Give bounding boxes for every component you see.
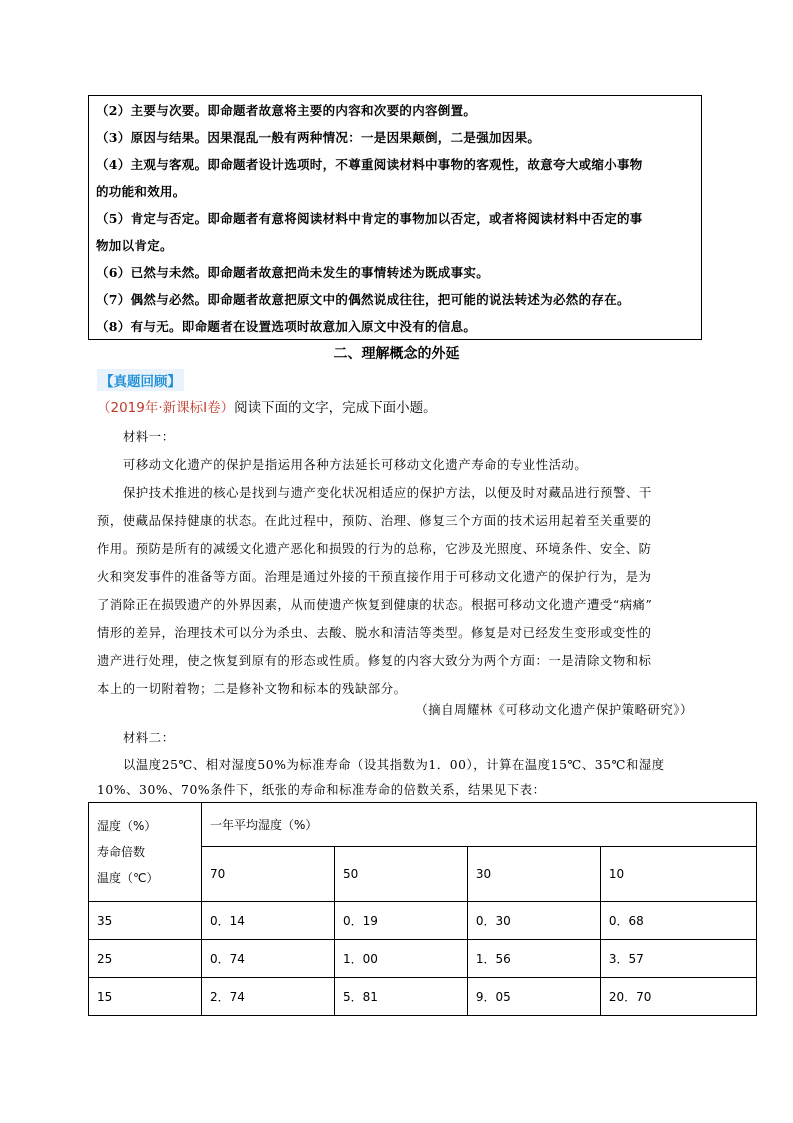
box-line-2: （2）主要与次要。即命题者故意将主要的内容和次要的内容倒置。 [96,103,477,118]
row-label: 25 [89,940,202,978]
table-cell: 0．14 [202,902,335,940]
material1-line: 保护技术推进的核心是找到与遗产变化状况相适应的保护方法，以便及时对藏品进行预警、干 [123,486,652,500]
material1-line: 遗产进行处理，使之恢复到原有的形态或性质。修复的内容大致分为两个方面：一是清除文物和标 [97,654,652,668]
material2-heading: 材料二： [123,731,175,745]
material1-line: 作用。预防是所有的减缓文化遗产恶化和损毁的行为的总称，它涉及光照度、环境条件、安全、防 [97,542,652,556]
corner-header-cell [89,803,202,902]
table-cell: 0．30 [467,902,600,940]
row-label: 35 [89,902,202,940]
column-header: 30 [467,847,600,902]
material1-line: 情形的差异，治理技术可以分为杀虫、去酸、脱水和清洁等类型。修复是对已经发生变形或变性的 [97,626,652,640]
corner-line-temperature: 温度（℃） [97,871,159,885]
material1-line: 火和突发事件的准备等方面。治理是通过外接的干预直接作用于可移动文化遗产的保护行为，是为 [97,570,652,584]
box-line-5: （5）肯定与否定。即命题者有意将阅读材料中肯定的事物加以否定，或者将阅读材料中否定的事 [96,211,643,226]
table-cell: 0．74 [202,940,335,978]
table-cell: 1．56 [467,940,600,978]
table-cell: 0．19 [334,902,467,940]
exam-source: （2019年·新课标Ⅰ卷） [97,400,235,416]
corner-line-humidity: 湿度（%） [97,819,157,833]
box-line-4: （4）主观与客观。即命题者设计选项时，不尊重阅读材料中事物的客观性，故意夸大或缩小事物 [96,157,643,172]
material1-heading: 材料一： [123,430,175,444]
paper-life-table [88,802,757,1016]
box-line-4-cont: 的功能和效用。 [96,184,186,199]
table-cell: 1．00 [334,940,467,978]
material2-line: 以温度25℃、相对湿度50%为标准寿命（设其指数为1．00），计算在温度15℃、35℃和湿度 [123,758,665,772]
column-header: 70 [202,847,335,902]
box-line-8: （8）有与无。即命题者在设置选项时故意加入原文中没有的信息。 [96,319,477,334]
table-row [89,940,757,978]
material1-line: 了消除正在损毁遗产的外界因素，从而使遗产恢复到健康的状态。根据可移动文化遗产遭受“病痛” [97,598,653,612]
instruction: 阅读下面的文字，完成下面小题。 [234,400,437,416]
table-cell: 5．81 [334,978,467,1016]
material2-line: 10%、30%、70%条件下，纸张的寿命和标准寿命的倍数关系，结果见下表： [97,783,546,797]
table-cell: 9．05 [467,978,600,1016]
corner-line-multiple: 寿命倍数 [97,845,146,859]
box-line-3: （3）原因与结果。因果混乱一般有两种情况：一是因果颠倒，二是强加因果。 [96,130,541,145]
table-cell: 3．57 [600,940,756,978]
table-row [89,902,757,940]
material1-line: 预，使藏品保持健康的状态。在此过程中，预防、治理、修复三个方面的技术运用起着至关重要的 [97,514,652,528]
table-cell: 2．74 [202,978,335,1016]
material1-line: 本上的一切附着物；二是修补文物和标本的残缺部分。 [97,682,407,696]
column-header: 10 [600,847,756,902]
column-header: 50 [334,847,467,902]
row-label: 15 [89,978,202,1016]
question-source [97,396,437,416]
table-cell: 0．68 [600,902,756,940]
section-title: 二、理解概念的外延 [333,346,460,362]
group-header-cell: 一年平均湿度（%） [202,803,757,847]
box-line-7: （7）偶然与必然。即命题者故意把原文中的偶然说成往往，把可能的说法转述为必然的存在。 [96,292,630,307]
material1-line: 可移动文化遗产的保护是指运用各种方法延长可移动文化遗产寿命的专业性活动。 [123,458,588,472]
table-cell: 20．70 [600,978,756,1016]
box-line-6: （6）已然与未然。即命题者故意把尚未发生的事情转述为既成事实。 [96,265,489,280]
material1-attribution: （摘自周耀林《可移动文化遗产保护策略研究》） [415,703,693,717]
table-row [89,978,757,1016]
real-exam-tag: 【真题回顾】 [97,369,184,391]
box-line-5-cont: 物加以肯定。 [96,238,173,253]
